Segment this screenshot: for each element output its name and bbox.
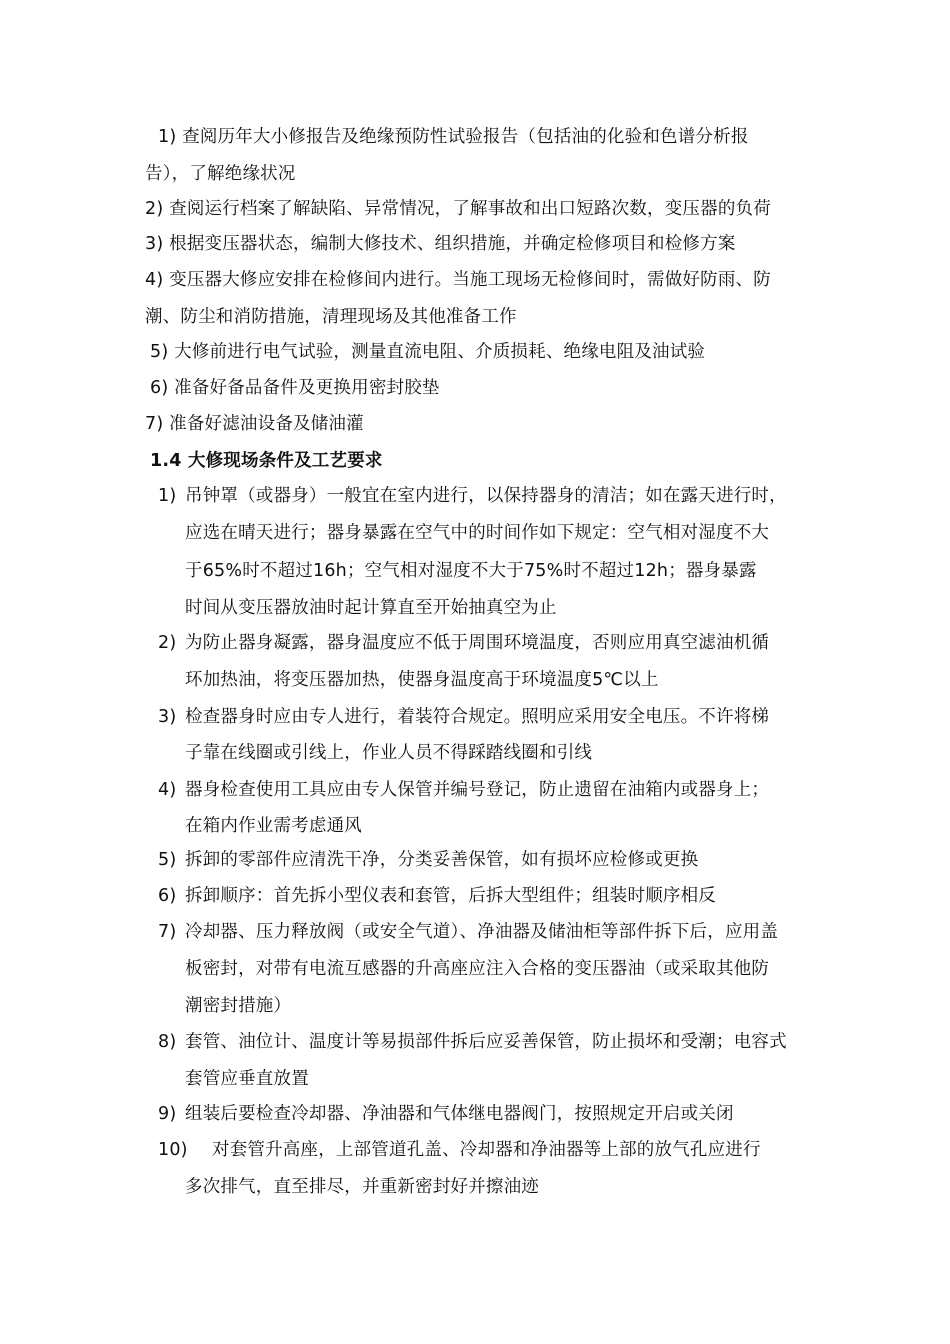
item-2-line-2: 环加热油，将变压器加热，使器身温度高于环境温度5℃以上: [185, 670, 659, 690]
pre-item-4-line-2: 潮、防尘和消防措施，清理现场及其他准备工作: [145, 307, 517, 327]
pre-item-7: 7) 准备好滤油设备及储油灌: [145, 414, 364, 434]
item-4-line-2: 在箱内作业需考虑通风: [185, 816, 362, 836]
pre-item-5: 5) 大修前进行电气试验，测量直流电阻、介质损耗、绝缘电阻及油试验: [150, 342, 706, 362]
pre-item-1-line-1: 1) 查阅历年大小修报告及绝缘预防性试验报告（包括油的化验和色谱分析报: [158, 127, 749, 147]
item-5-number: 5): [158, 850, 177, 870]
item-1-line-2: 应选在晴天进行；器身暴露在空气中的时间作如下规定：空气相对湿度不大: [185, 523, 770, 543]
item-3-number: 3): [158, 707, 177, 727]
item-7-line-1: 冷却器、压力释放阀（或安全气道）、净油器及储油柜等部件拆下后，应用盖: [185, 922, 779, 942]
pre-item-2: 2) 查阅运行档案了解缺陷、异常情况，了解事故和出口短路次数，变压器的负荷: [145, 199, 771, 219]
item-2-line-1: 为防止器身凝露，器身温度应不低于周围环境温度，否则应用真空滤油机循: [185, 633, 770, 653]
item-3-line-1: 检查器身时应由专人进行，着装符合规定。照明应采用安全电压。不许将梯: [185, 707, 770, 727]
pre-item-3: 3) 根据变压器状态，编制大修技术、组织措施，并确定检修项目和检修方案: [145, 234, 736, 254]
item-5-line-1: 拆卸的零部件应清洗干净，分类妥善保管，如有损坏应检修或更换: [185, 850, 699, 870]
item-7-line-3: 潮密封措施）: [185, 996, 292, 1016]
item-6-line-1: 拆卸顺序：首先拆小型仪表和套管，后拆大型组件；组装时顺序相反: [185, 886, 716, 906]
item-1-number: 1): [158, 486, 177, 506]
item-8-number: 8): [158, 1032, 177, 1052]
item-7-line-2: 板密封，对带有电流互感器的升高座应注入合格的变压器油（或采取其他防: [185, 959, 770, 979]
item-8-line-2: 套管应垂直放置: [185, 1069, 309, 1089]
item-3-line-2: 子靠在线圈或引线上，作业人员不得踩踏线圈和引线: [185, 743, 593, 763]
pre-item-1-line-2: 告），了解绝缘状况: [145, 164, 296, 184]
item-9-line-1: 组装后要检查冷却器、净油器和气体继电器阀门，按照规定开启或关闭: [185, 1104, 734, 1124]
section-heading: 1.4 大修现场条件及工艺要求: [150, 451, 383, 471]
item-10-number: 10): [158, 1140, 188, 1160]
item-9-number: 9): [158, 1104, 177, 1124]
item-10-line-2: 多次排气，直至排尽，并重新密封好并擦油迹: [185, 1177, 539, 1197]
item-7-number: 7): [158, 922, 177, 942]
item-8-line-1: 套管、油位计、温度计等易损部件拆后应妥善保管，防止损坏和受潮；电容式: [185, 1032, 787, 1052]
item-1-line-1: 吊钟罩（或器身）一般宜在室内进行，以保持器身的清洁；如在露天进行时，: [185, 486, 787, 506]
item-4-line-1: 器身检查使用工具应由专人保管并编号登记，防止遗留在油箱内或器身上；: [185, 780, 770, 800]
item-10-line-1: 对套管升高座，上部管道孔盖、冷却器和净油器等上部的放气孔应进行: [212, 1140, 761, 1160]
item-2-number: 2): [158, 633, 177, 653]
item-1-line-3: 于65%时不超过16h；空气相对湿度不大于75%时不超过12h；器身暴露: [185, 561, 757, 581]
item-4-number: 4): [158, 780, 177, 800]
pre-item-6: 6) 准备好备品备件及更换用密封胶垫: [150, 378, 440, 398]
pre-item-4-line-1: 4) 变压器大修应安排在检修间内进行。当施工现场无检修间时，需做好防雨、防: [145, 270, 771, 290]
item-1-line-4: 时间从变压器放油时起计算直至开始抽真空为止: [185, 598, 557, 618]
item-6-number: 6): [158, 886, 177, 906]
